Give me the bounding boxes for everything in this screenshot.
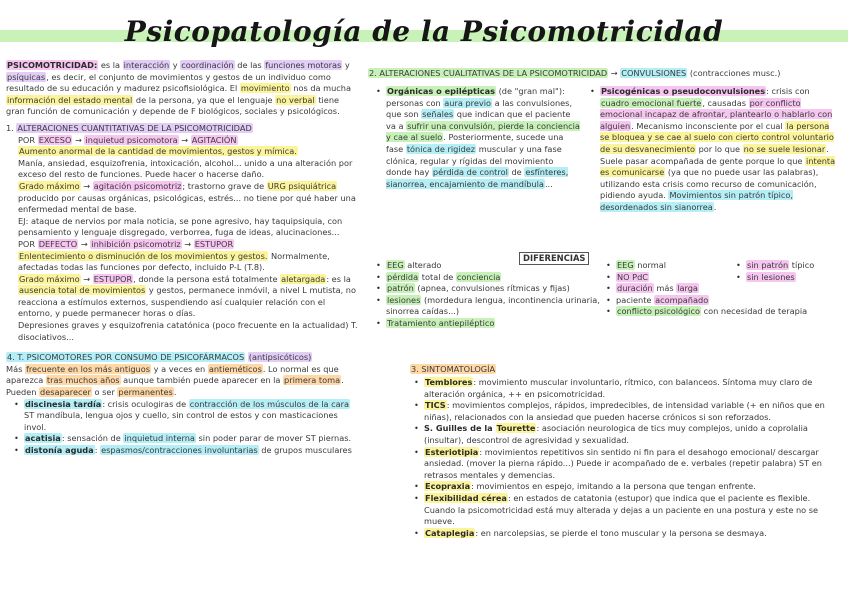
hl: Tratamiento antiepiléptico <box>387 317 495 328</box>
hl: señales <box>422 109 454 120</box>
hl-funciones-motoras: funciones motoras <box>265 60 342 70</box>
hl: NO PdC <box>617 271 649 282</box>
text: , causadas <box>702 97 749 108</box>
list-item <box>374 295 606 318</box>
hl-convulsiones: CONVULSIONES <box>621 68 687 78</box>
organicas-item <box>374 86 580 190</box>
list-item-esteriotipia <box>412 447 842 482</box>
item-highlight: inquietud interna <box>124 433 195 444</box>
intro-paragraph <box>6 60 360 118</box>
text: : sensación de <box>61 433 124 444</box>
hl-aumento: Aumento anormal de la cantidad de movimientos, gestos y mímica. <box>19 146 297 157</box>
list-item <box>604 295 844 307</box>
item-name: S. Guilles de la <box>424 423 496 434</box>
item-name: Ecopraxia <box>425 481 471 492</box>
text: sin poder parar de mover ST piernas. <box>195 433 352 444</box>
text: aunque también puede aparecer en la <box>120 375 284 386</box>
text: POR <box>18 134 38 145</box>
diferencias-label: DIFERENCIAS <box>519 252 589 265</box>
diferencias-organicas <box>374 260 606 330</box>
text: tiene gran función de comunicación y depende de F biológicos, sociales y psicológicos. <box>6 94 340 117</box>
text: de grupos musculares <box>258 445 352 455</box>
text: . Suele pasar acompañada de gente porque lo que <box>600 143 829 166</box>
item-highlight: espasmos/contracciones involuntarias <box>101 445 258 455</box>
item-name: Cataplegia <box>425 527 475 538</box>
list-item <box>734 260 844 272</box>
hl-permanentes: permanentes <box>118 387 173 398</box>
list-item <box>604 306 844 318</box>
list-item-cataplegia <box>412 528 842 540</box>
item-name: Orgánicas o epilépticas <box>387 86 496 96</box>
left-column <box>6 60 360 457</box>
list-item-discinesia <box>12 399 360 434</box>
por-defecto-line <box>18 239 360 251</box>
text: Normalmente, afectadas todas las funciones por defecto, incluido P-L (T.8). <box>18 250 330 273</box>
section-4-intro <box>6 364 360 399</box>
hl: la persona se bloquea y se cae al suelo con cierto control voluntario de su desvanecimiento <box>600 120 834 154</box>
text: que indican que el paciente va a <box>386 109 571 131</box>
psicogenicas-item <box>588 86 840 214</box>
item-name: Flexibilidad cérea <box>425 492 507 503</box>
text: Más <box>6 363 25 374</box>
item-name: Psicogénicas o pseudoconvulsiones <box>601 86 766 96</box>
text: . <box>173 387 177 398</box>
text: : crisis oculogiras de <box>102 398 189 409</box>
list-item <box>734 272 844 284</box>
text: por lo que <box>695 143 743 154</box>
hl: aura previo <box>444 97 492 108</box>
text: y gestos, permanece inmóvil, a nivel L mutista, no reacciona a estímulos externos, suspendiendo así cualquier relación con el entorno, y puede permanecer horas o días. <box>18 285 356 319</box>
text: : en narcolepsias, se pierde el tono muscular y la persona se desmaya. <box>475 527 767 538</box>
hl-aletargada: aletargada <box>281 273 326 284</box>
text: : movimientos complejos, rápidos, impredecibles, de intensidad variable (+ en niños que en niñas), relacionados con la ansiedad que pueden hacerse crónicos si son reforzados. <box>424 400 825 422</box>
section-3-heading <box>410 364 710 376</box>
arrow: → <box>181 238 194 249</box>
section-1-heading <box>6 123 360 135</box>
list-item <box>374 260 606 272</box>
page-title: Psicopatología de la Psicomotricidad <box>124 15 724 48</box>
hl-antiemeticos: antieméticos <box>208 363 262 374</box>
text: producido por causas orgánicas, psicológicas, estrés... no tiene por qué haber una enfermedad mental de base. <box>18 192 356 215</box>
mania-text: Manía, ansiedad, esquizofrenia, intoxicación, alcohol... unido a una alteración por exceso del resto de funciones. Puede hacer o hacerse daño. <box>18 157 353 180</box>
hl-inquietud: inquietud psicomotora <box>85 134 178 145</box>
hl: conciencia <box>456 271 501 282</box>
text: POR <box>18 238 38 249</box>
text: de las <box>234 60 265 70</box>
list-item-tics <box>412 400 842 423</box>
hl: no se suele lesionar <box>743 143 826 154</box>
sintomatologia-list <box>412 377 842 539</box>
text: : movimientos repetitivos sin sentido ni fin para el desahogo emocional/ descargar ansiedad. (mover la pierna rápido...) Puede ir acompañado de e. verbales (repetir palabra) ST en retrasos mentales y demencias. <box>424 446 822 480</box>
enlentecimiento-line <box>18 251 360 274</box>
item-name: Tourette <box>496 423 536 434</box>
item-name: Esteriotipia <box>425 446 479 457</box>
text: : movimiento muscular involuntario, rítmico, con balanceos. Síntoma muy claro de alteración orgánica, ++ en psicomotricidad. <box>424 377 813 399</box>
text: paciente <box>616 294 655 305</box>
text: ... <box>544 178 553 189</box>
hl-tras-anos: tras muchos años <box>46 375 120 386</box>
text: , es decir, el conjunto de movimientos y gestos de un individuo como resultado de su educación y madurez psicofisiológica. El <box>6 71 331 94</box>
text: : movimientos en espejo, imitando a la persona que tengan enfrente. <box>471 481 756 492</box>
hl: duración <box>617 283 653 294</box>
text: (apnea, convulsiones rítmicas y fijas) <box>414 283 570 294</box>
list-item <box>604 283 844 295</box>
arrow: → <box>178 134 191 145</box>
text: de <box>508 167 525 178</box>
por-exceso-line <box>18 135 360 147</box>
hl: esfínteres, sianorrea, encajamiento de mandíbula <box>386 167 569 189</box>
text: y a veces en <box>151 363 208 374</box>
item-name: distonía aguda <box>25 445 94 455</box>
hl: Movimientos sin patrón típico, desordenados sin sianorrea <box>600 190 794 212</box>
hl-enlentecimiento: Enlentecimiento o disminución de los movimientos y gestos. <box>19 250 268 261</box>
item-highlight: contracción de los músculos de la cara <box>189 398 350 409</box>
psicomotricidad-term: PSICOMOTRICIDAD: <box>7 60 98 70</box>
list-item-temblores <box>412 377 842 400</box>
item-name: Temblores <box>425 377 473 387</box>
text: : <box>94 445 101 455</box>
section-1-title: ALTERACIONES CUANTITATIVAS DE LA PSICOMOTRICIDAD <box>17 122 252 133</box>
section-4-list <box>6 399 360 457</box>
list-item-ecopraxia <box>412 481 842 493</box>
hl: pérdida de control <box>432 167 508 178</box>
hl: tónica de rigidez <box>406 143 476 154</box>
text: , donde la persona está totalmente <box>133 273 281 284</box>
text: (contracciones musc.) <box>687 68 781 78</box>
hl-no-verbal: no verbal <box>276 94 315 105</box>
hl-grado-max: Grado máximo <box>19 180 80 191</box>
psicogenicas-column <box>588 86 840 214</box>
text: . Lo normal es que aparezca <box>6 363 339 386</box>
hl-agitacion-psicomotriz: agitación psicomotriz <box>93 180 182 191</box>
text: muscular y una fase clónica, regular y rígidas del movimiento donde hay <box>386 143 562 178</box>
hl-urg: URG psiquiátrica <box>267 180 337 191</box>
antipsicoticos: (antipsicóticos) <box>248 352 312 363</box>
list-item-tourette <box>412 423 842 446</box>
depresiones-text: Depresiones graves y esquizofrenia catatónica (poco frecuente en la actualidad) T. disociativos... <box>18 320 358 342</box>
text: típico <box>789 260 815 270</box>
hl: cuadro emocional fuerte <box>601 97 702 108</box>
text: : es la <box>326 273 351 284</box>
hl-primera-toma: primera toma <box>284 375 341 386</box>
hl-frecuente: frecuente en los más antiguos <box>25 363 151 374</box>
hl: intenta es comunicarse <box>600 155 836 178</box>
hl: pérdida <box>387 271 419 282</box>
arrow: → <box>72 134 85 145</box>
hl: EEG <box>387 260 404 270</box>
arrow: → <box>80 273 93 284</box>
text: total de <box>419 271 456 282</box>
text: . <box>713 201 717 212</box>
text: (mordedura lengua, incontinencia urinaria, sinorrea caídas...) <box>386 294 600 317</box>
text: a las convulsiones, que son <box>386 97 573 120</box>
hl-defecto: DEFECTO <box>38 238 78 249</box>
hl-exceso: EXCESO <box>38 134 72 145</box>
list-item-flexibilidad <box>412 493 842 528</box>
text: . Mecanismo inconsciente por el cual <box>631 120 786 131</box>
hl: sin patrón <box>747 260 789 270</box>
text: : en estados de catatonia (estupor) que indica que el paciente es flexible. Cuando la psicomotricidad está muy alterada y dejas a un paciente en una postura y este no se mueve. <box>424 492 819 527</box>
hl-inhibicion: inhibición psicomotriz <box>91 238 181 249</box>
text: más <box>653 283 677 294</box>
hl-coordinacion: coordinación <box>181 60 234 70</box>
text: ST mandíbula, lengua ojos y cuello, sin control de estos y con masticaciones invol. <box>24 410 338 432</box>
hl-grado-max: Grado máximo <box>19 273 80 284</box>
section-number: 1. <box>6 122 14 133</box>
hl: por conflicto emocional incapaz de afrontar, plantearlo o hablarlo con alguien <box>600 97 833 131</box>
hl: EEG <box>617 260 634 270</box>
hl-agitacion: AGITACIÓN <box>191 134 237 145</box>
hl: patrón <box>387 283 414 294</box>
text: alterado <box>404 260 442 270</box>
hl-ausencia: ausencia total de movimientos <box>19 285 146 296</box>
ejemplo-text: EJ: ataque de nervios por mala noticia, se pone agresivo, hay taquipsiquia, con pensamiento y lenguaje disgregado, verborrea, fuga de ideas, alucinaciones... <box>18 215 343 238</box>
text: . Posteriormente, sucede una fase <box>386 132 564 154</box>
text: . Pueden <box>6 375 344 398</box>
hl-estupor: ESTUPOR <box>93 273 133 284</box>
text: y <box>170 60 181 70</box>
grado-max-1 <box>18 181 360 216</box>
text: (de "gran mal"): personas con <box>386 86 565 108</box>
hl: conflicto psicológico <box>617 306 700 317</box>
list-item-distonia <box>12 445 360 457</box>
text: o ser <box>91 387 118 398</box>
hl-estupor: ESTUPOR <box>194 238 234 249</box>
text: : crisis con <box>766 86 810 96</box>
section-4-title: 4. T. PSICOMOTORES POR CONSUMO DE PSICOFÁRMACOS <box>7 352 245 363</box>
organicas-column <box>374 86 580 190</box>
hl-interaccion: interacción <box>123 60 170 70</box>
arrow: → <box>78 238 91 249</box>
hl: acompañado <box>655 294 709 305</box>
item-name: acatisia <box>25 433 61 444</box>
list-item <box>374 283 606 295</box>
list-item <box>374 318 606 330</box>
item-name: TICS <box>425 400 446 411</box>
diferencias-extra <box>734 260 844 283</box>
list-item-acatisia <box>12 433 360 445</box>
hl: sin lesiones <box>747 271 795 282</box>
text: nos da mucha <box>290 83 352 94</box>
section-4-heading <box>6 352 360 364</box>
text: con necesidad de terapia <box>700 306 808 317</box>
hl: lesiones <box>387 294 421 305</box>
hl: sufrir una convulsión, pierde la conciencia y cae al suelo <box>386 120 580 143</box>
arrow: → <box>608 68 621 78</box>
text: : asociación neurologica de tics muy complejos, unido a coprolalia (insultar), descontrol de agresividad y sexualidad. <box>424 423 808 445</box>
section-2-heading <box>368 68 842 80</box>
text: es la <box>98 60 123 70</box>
hl-psiquicas: psíquicas <box>7 71 46 82</box>
arrow: → <box>80 180 93 191</box>
text: (ya que no puede usar las palabras), utilizando esta crisis como recurso de comunicación, pidiendo ayuda. <box>600 167 819 201</box>
grado-max-2 <box>18 274 360 320</box>
hl-informacion: información del estado mental <box>7 94 133 105</box>
section-1-body <box>6 135 360 344</box>
text: ; trastorno grave de <box>182 180 267 191</box>
text: normal <box>634 260 666 270</box>
hl-movimiento: movimiento <box>240 83 290 94</box>
list-item <box>374 272 606 284</box>
text: de la persona, ya que el lenguaje <box>133 94 276 105</box>
hl: larga <box>677 283 698 294</box>
hl-desaparecer: desaparecer <box>40 387 91 398</box>
item-name: discinesia tardía <box>25 398 102 409</box>
text: y <box>342 60 350 70</box>
section-3-title: 3. SINTOMATOLOGÍA <box>411 364 496 374</box>
section-2-title: 2. ALTERACIONES CUALITATIVAS DE LA PSICOMOTRICIDAD <box>369 68 608 78</box>
